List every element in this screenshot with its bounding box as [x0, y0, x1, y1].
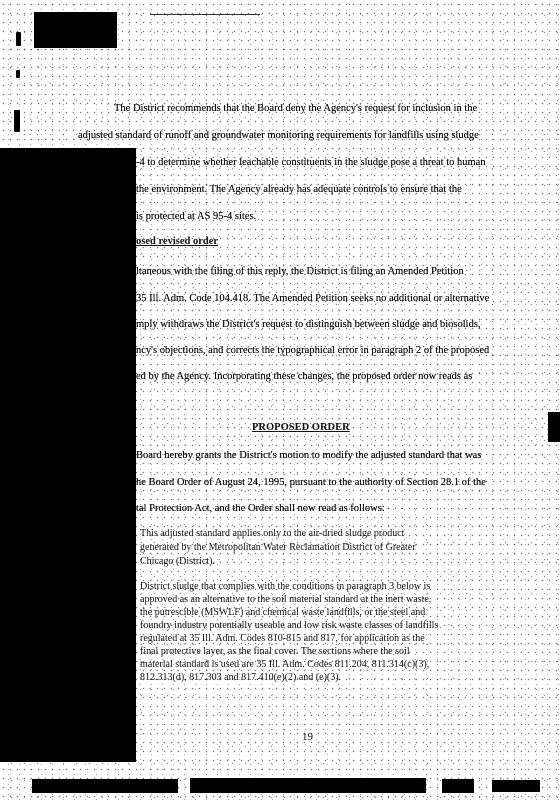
binding-mark — [16, 32, 21, 46]
order-item-line: the putrescible (MSWLF) and chemical waste landfills, or the steel and — [140, 607, 426, 618]
paragraph-line: is protected at AS 95-4 sites. — [136, 211, 257, 222]
paragraph-line: he Board Order of August 24, 1995, pursuant to the authority of Section 28.1 of the — [136, 477, 486, 488]
binding-mark — [14, 110, 20, 132]
order-item-line: regulated at 35 Ill. Adm. Codes 810-815 and 817, for application as the — [140, 633, 425, 644]
redaction-bottom-1 — [32, 779, 178, 793]
redaction-bottom-3 — [442, 779, 474, 793]
order-item-line: approved as an alternative to the soil material standard at the inert waste, — [140, 594, 432, 605]
redaction-bottom-4 — [492, 780, 540, 792]
order-item-line: Chicago (District). — [140, 556, 215, 567]
redaction-bottom-2 — [190, 778, 426, 793]
paragraph-line: ltaneous with the filing of this reply, the District is filing an Amended Petition — [136, 266, 464, 277]
order-item-line: This adjusted standard applies only to the air-dried sludge product — [140, 528, 405, 539]
order-item-line: material standard is used are 35 Ill. Adm. Codes 811.204, 811.314(c)(3), — [140, 659, 430, 670]
redaction-block-left — [0, 148, 136, 762]
paragraph-line: Board hereby grants the District's motion to modify the adjusted standard that was — [136, 450, 482, 461]
paragraph-line: ed by the Agency. Incorporating these changes, the proposed order now reads as — [136, 371, 473, 382]
page-number: 19 — [302, 731, 313, 743]
order-item-line: generated by the Metropolitan Water Reclamation District of Greater — [140, 542, 416, 553]
redaction-block-top — [34, 12, 117, 48]
order-item-line: 812.313(d), 817.303 and 817.410(e)(2) and (e)(3). — [140, 672, 342, 683]
paragraph-line: the environment. The Agency already has adequate controls to ensure that the — [136, 184, 462, 195]
header-rule — [150, 14, 260, 15]
order-item-line: final protective layer, as the final cover. The sections where the soil — [140, 646, 410, 657]
order-item-line: foundry industry potentially useable and low risk waste classes of landfills — [140, 620, 439, 631]
binding-mark — [16, 70, 20, 78]
order-item-line: District sludge that complies with the conditions in paragraph 3 below is — [140, 581, 431, 592]
paragraph-line: mply withdraws the District's request to distinguish between sludge and biosolids, — [136, 319, 481, 330]
paragraph-line: tal Protection Act, and the Order shall now read as follows: — [136, 503, 385, 514]
paragraph-line: The District recommends that the Board deny the Agency's request for inclusion in the — [114, 103, 478, 114]
section-heading: osed revised order — [136, 236, 219, 247]
paragraph-line: adjusted standard of runoff and groundwater monitoring requirements for landfills using sludge — [78, 130, 479, 141]
edge-mark-right — [548, 412, 560, 442]
paragraph-line: -4 to determine whether leachable constituents in the sludge pose a threat to human — [136, 157, 486, 168]
proposed-order-title: PROPOSED ORDER — [252, 422, 350, 433]
paragraph-line: 35 Ill. Adm. Code 104.418. The Amended Petition seeks no additional or alternative — [136, 293, 490, 304]
paragraph-line: ncy's objections, and corrects the typographical error in paragraph 2 of the proposed — [136, 345, 490, 356]
